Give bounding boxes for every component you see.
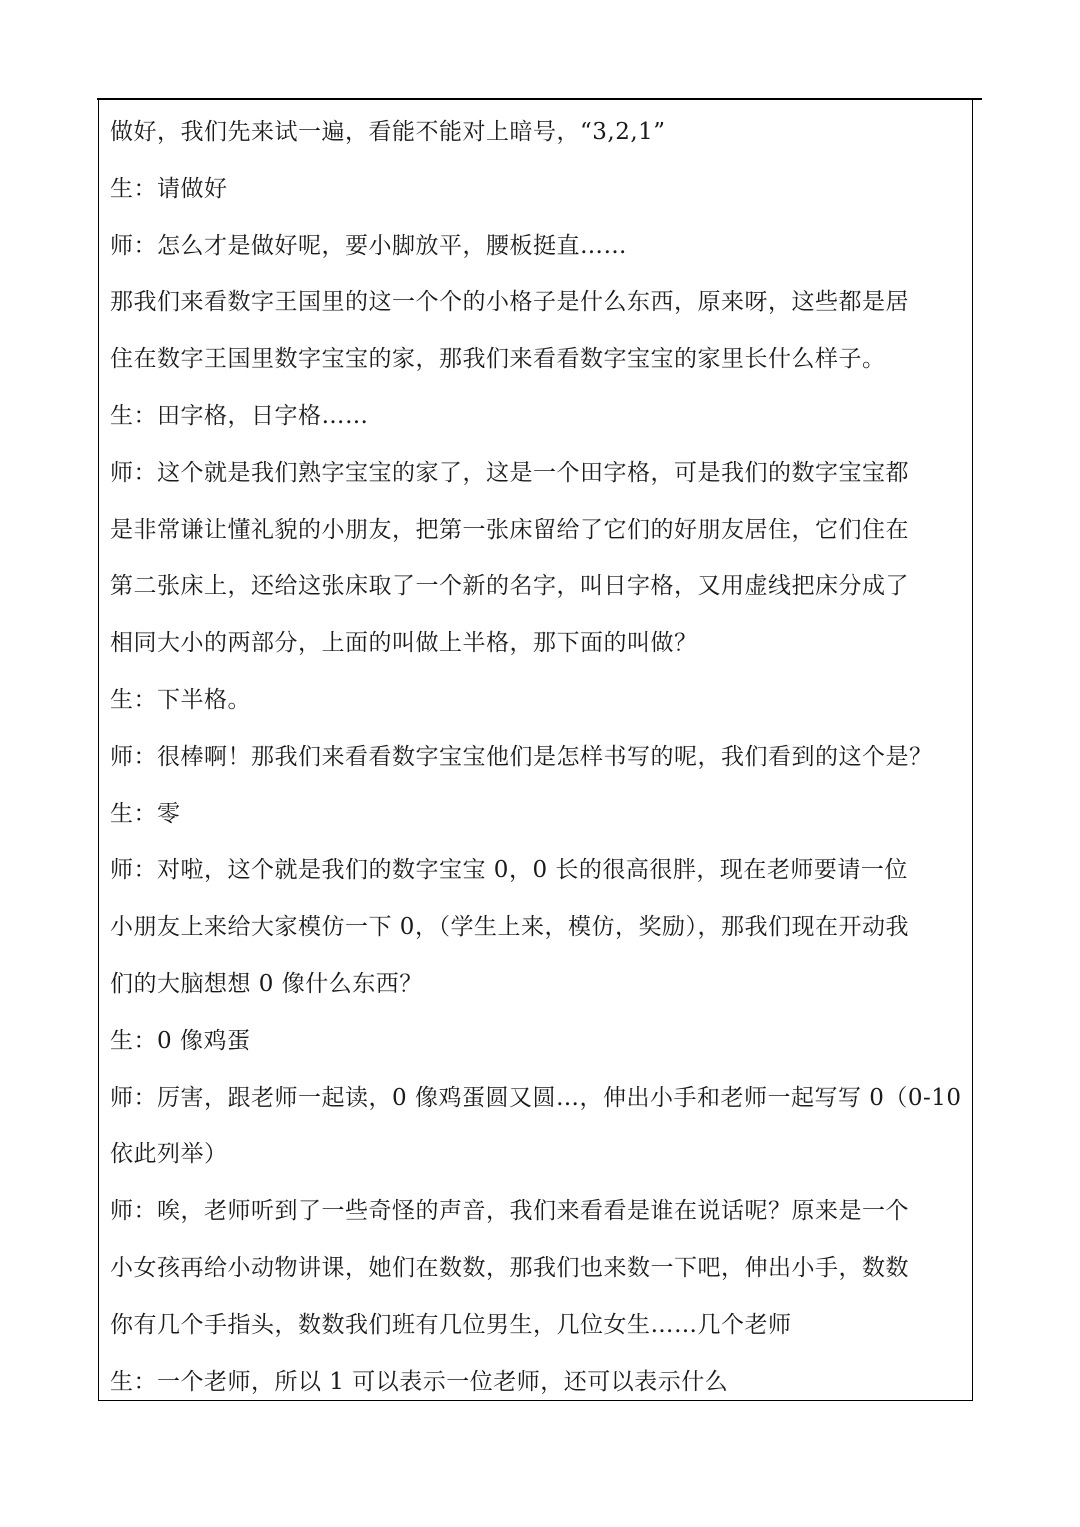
text-line: 依此列举） xyxy=(110,1141,228,1168)
text-line: 师：对啦，这个就是我们的数字宝宝 0，0 长的很高很胖，现在老师要请一位 xyxy=(110,857,908,884)
text-line: 小女孩再给小动物讲课，她们在数数，那我们也来数一下吧，伸出小手，数数 xyxy=(110,1254,909,1281)
lesson-transcript xyxy=(110,104,966,1410)
text-line: 师：怎么才是做好呢，要小脚放平，腰板挺直…… xyxy=(110,232,627,259)
text-line: 小朋友上来给大家模仿一下 0，（学生上来，模仿，奖励），那我们现在开动我 xyxy=(110,914,909,941)
text-line: 们的大脑想想 0 像什么东西？ xyxy=(110,970,423,997)
text-line: 是非常谦让懂礼貌的小朋友，把第一张床留给了它们的好朋友居住，它们住在 xyxy=(110,516,909,543)
text-line: 住在数字王国里数字宝宝的家，那我们来看看数字宝宝的家里长什么样子。 xyxy=(110,346,886,373)
text-line: 生：下半格。 xyxy=(110,686,251,713)
text-line: 师：这个就是我们熟字宝宝的家了，这是一个田字格，可是我们的数字宝宝都 xyxy=(110,459,909,486)
text-line: 师：唉，老师听到了一些奇怪的声音，我们来看看是谁在说话呢？原来是一个 xyxy=(110,1198,909,1225)
text-line: 师：很棒啊！那我们来看看数字宝宝他们是怎样书写的呢，我们看到的这个是？ xyxy=(110,743,933,770)
text-line: 生：0 像鸡蛋 xyxy=(110,1027,251,1054)
text-line: 生：一个老师，所以 1 可以表示一位老师，还可以表示什么 xyxy=(110,1368,729,1395)
text-line: 生：请做好 xyxy=(110,175,228,202)
text-line: 你有几个手指头，数数我们班有几位男生，几位女生……几个老师 xyxy=(110,1311,792,1338)
text-line: 生：零 xyxy=(110,800,181,827)
text-line: 相同大小的两部分，上面的叫做上半格，那下面的叫做？ xyxy=(110,630,698,657)
text-line: 生：田字格，日字格…… xyxy=(110,402,369,429)
text-line: 师：厉害，跟老师一起读，0 像鸡蛋圆又圆…，伸出小手和老师一起写写 0（0-10 xyxy=(110,1084,962,1111)
text-line: 第二张床上，还给这张床取了一个新的名字，叫日字格，又用虚线把床分成了 xyxy=(110,573,909,600)
text-line: 做好，我们先来试一遍，看能不能对上暗号，“3,2,1” xyxy=(110,119,666,145)
text-line: 那我们来看数字王国里的这一个个的小格子是什么东西，原来呀，这些都是居 xyxy=(110,289,909,316)
